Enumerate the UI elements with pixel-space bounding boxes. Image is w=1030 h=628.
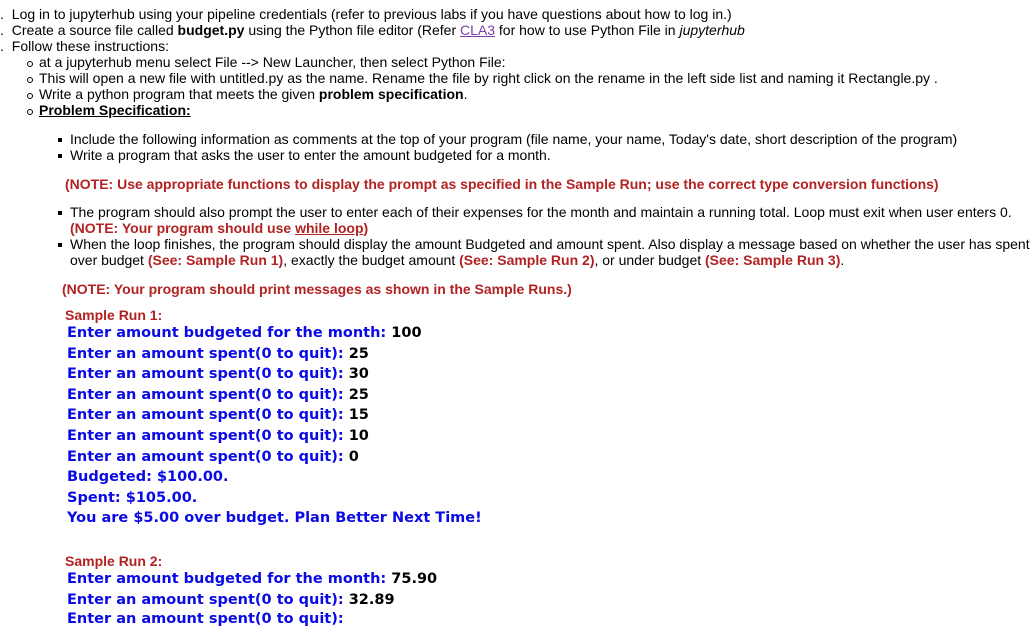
note-underline: while loop: [295, 220, 364, 236]
square-bullet-icon: [58, 211, 62, 215]
output-line: [67, 449, 359, 466]
spec-item-4-cont: [70, 252, 844, 269]
circle-bullet-icon: [27, 61, 33, 67]
step-text-italic: jupyterhub: [679, 22, 745, 38]
prompt-text: Enter amount budgeted for the month:: [67, 325, 392, 341]
note-text: ): [363, 220, 369, 236]
prompt-text: Enter an amount spent(0 to quit):: [67, 591, 349, 608]
step-text: Log in to jupyterhub using your pipeline credentials (refer to previous labs if you have questions about how to log in.): [11, 6, 732, 22]
cut-off-line: [67, 611, 344, 627]
budgeted-line: Budgeted: $100.00.: [67, 469, 229, 486]
input-value: 32.89: [348, 591, 395, 608]
square-bullet-icon: [58, 154, 62, 158]
note-text: (NOTE: Your program should use: [70, 220, 296, 236]
input-value: 25: [348, 345, 369, 362]
circle-bullet-icon: [27, 109, 33, 115]
prompt-text: Enter an amount spent(0 to quit):: [67, 407, 349, 424]
spec-text: over budget: [70, 252, 148, 268]
square-bullet-icon: [58, 138, 62, 142]
prompt-text: Enter an amount spent(0 to quit):: [67, 448, 349, 465]
sub-item-bold: problem specification: [318, 86, 464, 102]
cla3-link[interactable]: CLA3: [460, 22, 496, 38]
step-2: [0, 22, 745, 39]
sub-item-1: [39, 54, 506, 71]
filename: budget.py: [177, 22, 245, 38]
circle-bullet-icon: [27, 77, 33, 83]
input-value: 100: [391, 325, 422, 341]
output-line: [67, 325, 422, 342]
spec-text: , or under budget: [594, 252, 706, 268]
sub-item-text: at a jupyterhub menu select File --> New Launcher, then select Python File:: [39, 54, 506, 70]
see-run-1: (See: Sample Run 1): [147, 252, 284, 268]
step-marker: .: [0, 38, 4, 54]
input-value: 75.90: [391, 571, 438, 587]
sub-item-2: [39, 70, 938, 87]
output-line: [67, 510, 482, 527]
step-marker: .: [0, 22, 4, 38]
step-marker: .: [0, 6, 4, 22]
spec-text: .: [840, 252, 845, 268]
see-run-2: (See: Sample Run 2): [459, 252, 595, 268]
see-run-3: (See: Sample Run 3): [705, 252, 841, 268]
step-text: for how to use Python File in: [495, 22, 680, 38]
step-text: Follow these instructions:: [11, 38, 169, 54]
sample-run-1-title: Sample Run 1:: [65, 307, 163, 323]
circle-bullet-icon: [27, 93, 33, 99]
spec-text: The program should also prompt the user to enter each of their expenses for the month and maintain a running total. Loop must exit when user enters 0.: [70, 204, 1012, 220]
prompt-text: Enter amount budgeted for the month:: [67, 571, 392, 587]
note-while-loop: [70, 220, 368, 237]
input-value: 25: [348, 386, 369, 403]
step-text: Create a source file called: [11, 22, 178, 38]
square-bullet-icon: [58, 243, 62, 247]
sub-item-4: [39, 102, 191, 119]
spec-text: When the loop finishes, the program should display the amount Budgeted and amount spent. Also display a message based on whether the user has spent: [70, 236, 1030, 252]
note-print-messages: (NOTE: Your program should print messages as shown in the Sample Runs.): [62, 281, 572, 297]
sample-run-2-title: Sample Run 2:: [65, 553, 163, 569]
input-value: 15: [348, 407, 369, 424]
spec-text: , exactly the budget amount: [283, 252, 460, 268]
note-type-conversion: (NOTE: Use appropriate functions to display the prompt as specified in the Sample Run; use the correct type conversion functions): [65, 176, 939, 192]
sub-item-3: [39, 86, 467, 103]
sub-item-text: Write a python program that meets the given: [39, 86, 319, 102]
problem-spec-heading: Problem Specification:: [39, 102, 191, 118]
spec-text: Write a program that asks the user to enter the amount budgeted for a month.: [70, 147, 551, 163]
spec-item-4: [70, 236, 1030, 253]
prompt-text: Enter an amount spent(0 to quit):: [67, 386, 349, 403]
spec-item-1: [70, 131, 957, 148]
output-line: [67, 387, 369, 404]
prompt-text: Enter an amount spent(0 to quit):: [67, 611, 344, 627]
step-3: [0, 38, 169, 55]
spent-line: Spent: $105.00.: [67, 489, 198, 506]
result-message: You are $5.00 over budget. Plan Better Next Time!: [67, 510, 482, 527]
input-value: 0: [348, 448, 359, 465]
output-line: [67, 428, 369, 445]
step-text: using the Python file editor (Refer: [244, 22, 460, 38]
spec-item-2: [70, 147, 551, 164]
sub-item-text: This will open a new file with untitled.py as the name. Rename the file by right click on the rename in the left side list and naming it Rectangle.py .: [39, 70, 938, 86]
prompt-text: Enter an amount spent(0 to quit):: [67, 366, 349, 383]
prompt-text: Enter an amount spent(0 to quit):: [67, 345, 349, 362]
output-line: [67, 407, 369, 424]
output-line: [67, 490, 197, 507]
step-1: [0, 6, 732, 23]
spec-text: Include the following information as comments at the top of your program (file name, your name, Today's date, short description of the program): [70, 131, 958, 147]
input-value: 30: [348, 366, 369, 383]
output-line: [67, 346, 369, 363]
spec-item-3: [70, 204, 1012, 221]
prompt-text: Enter an amount spent(0 to quit):: [67, 428, 349, 444]
input-value: 10: [348, 428, 369, 444]
output-line: [67, 571, 437, 588]
output-line: [67, 469, 229, 486]
output-line: [67, 592, 395, 609]
sub-item-text: .: [463, 86, 468, 102]
output-line: [67, 366, 369, 383]
